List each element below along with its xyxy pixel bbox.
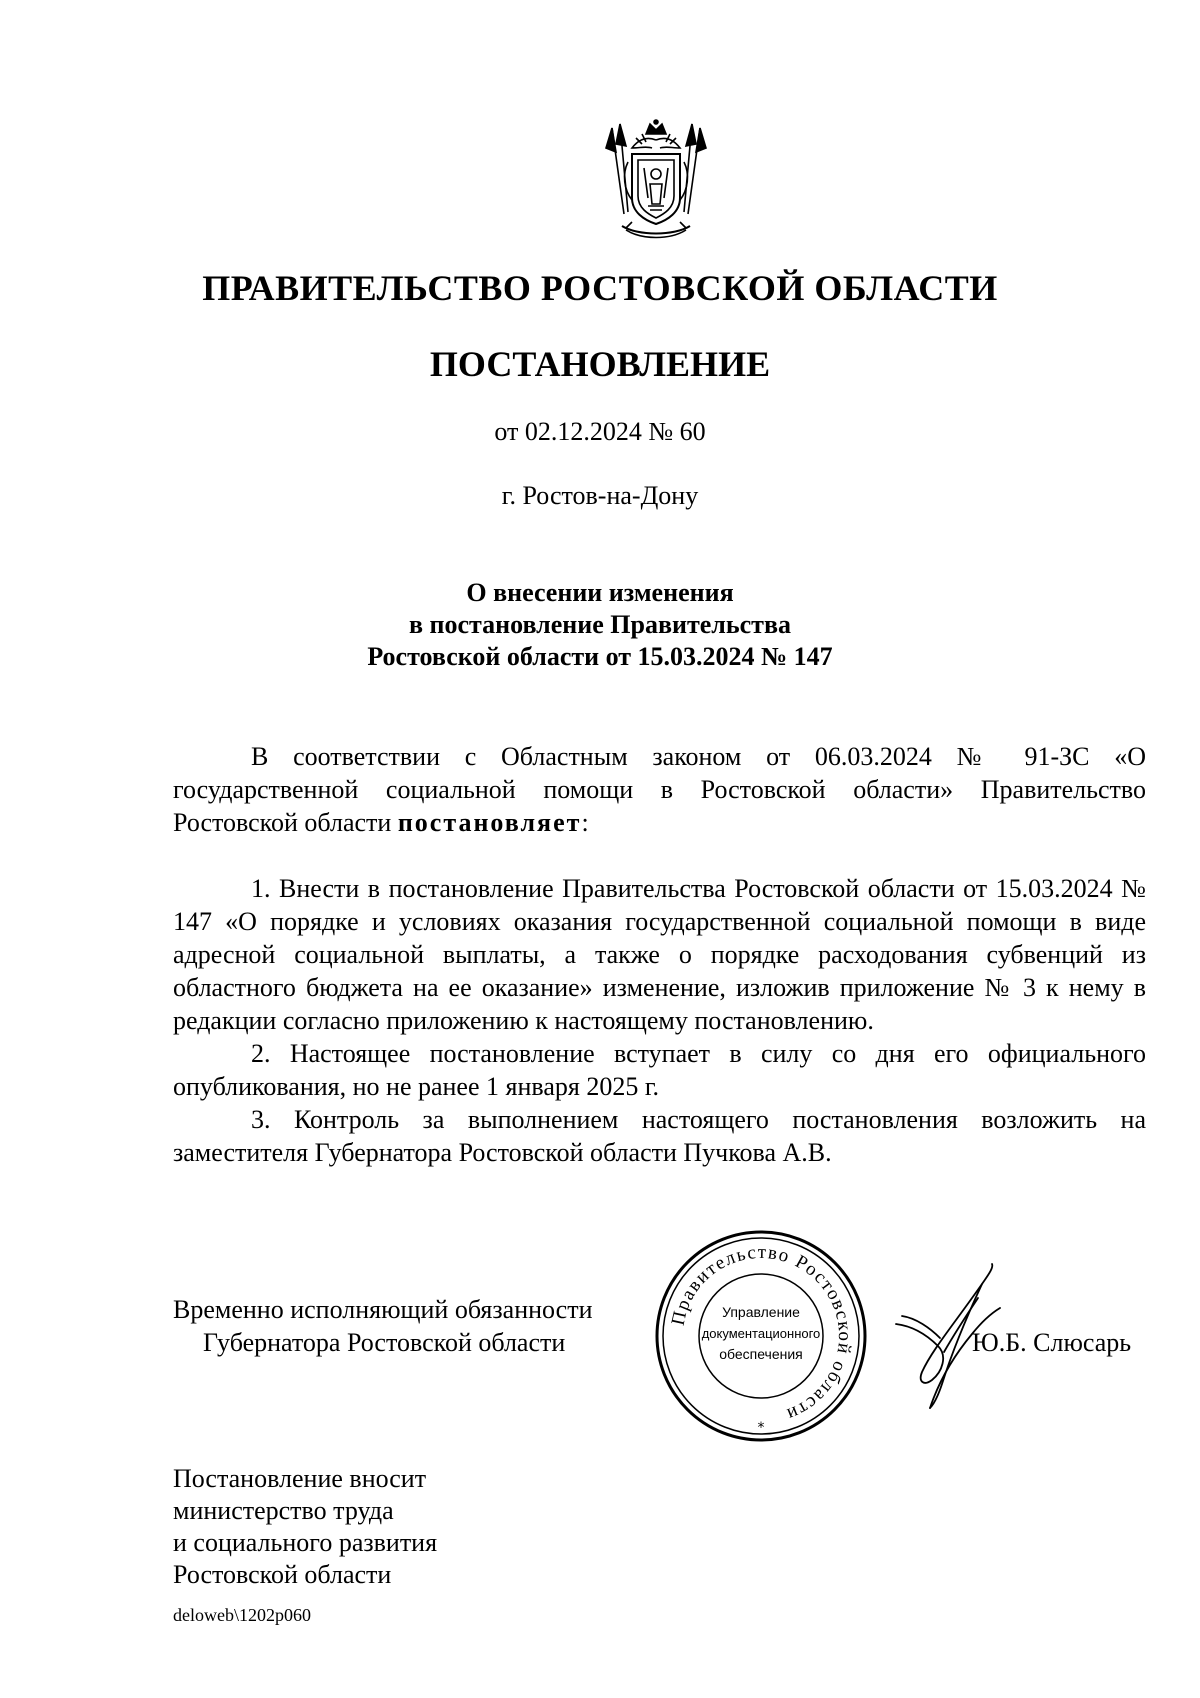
preamble-text: В соответствии с Областным законом от 06.03.2024 № 91-ЗС «О государственной социальной помощи в Ростовской области» Правительство Ростовской области	[173, 742, 1146, 837]
stamp-center-line: Управление	[722, 1304, 800, 1320]
doc-subject	[0, 577, 1200, 673]
position-line: Временно исполняющий обязанности	[173, 1295, 593, 1324]
footer-note	[173, 1463, 437, 1591]
preamble-keyword: постановляет	[397, 808, 582, 837]
doc-type-heading: ПОСТАНОВЛЕНИЕ	[429, 344, 771, 384]
org-title: ПРАВИТЕЛЬСТВО РОСТОВСКОЙ ОБЛАСТИ	[202, 268, 998, 308]
doc-city: г. Ростов-на-Дону	[501, 481, 699, 510]
doc-code: deloweb\1202p060	[173, 1605, 311, 1625]
official-stamp	[651, 1226, 871, 1446]
preamble-end: :	[581, 808, 589, 837]
footer-line: и социального развития	[173, 1528, 438, 1557]
footer-line: Ростовской области	[173, 1560, 392, 1589]
stamp-center-line: обеспечения	[719, 1346, 803, 1362]
body-item-3: 3. Контроль за выполнением настоящего постановления возложить на заместителя Губернатора Ростовской области Пучкова А.В.	[173, 1105, 1146, 1167]
body-item-1: 1. Внести в постановление Правительства Ростовской области от 15.03.2024 № 147 «О порядке и условиях оказания государственной социальной помощи в виде адресной социальной выплаты, а также о порядке расходования субвенций из областного бюджета на ее оказание» изменение, изложив приложение № 3 к нему в редакции согласно приложению к настоящему постановлению.	[173, 874, 1146, 1035]
footer-line: министерство труда	[173, 1496, 394, 1525]
body-item-2: 2. Настоящее постановление вступает в силу со дня его официального опубликования, но не ранее 1 января 2025 г.	[173, 1039, 1146, 1101]
stamp-star: *	[757, 1420, 765, 1436]
coat-of-arms-icon	[602, 118, 710, 242]
subject-line: Ростовской области от 15.03.2024 № 147	[367, 642, 833, 671]
position-line: Губернатора Ростовской области	[203, 1328, 566, 1357]
signatory-name: Ю.Б. Слюсарь	[972, 1328, 1132, 1357]
subject-line: О внесении изменения	[466, 578, 734, 607]
stamp-ring-path: Правительство Ростовской области	[667, 1241, 856, 1426]
doc-date-number: от 02.12.2024 № 60	[494, 417, 706, 446]
signatory-position	[173, 1293, 633, 1359]
stamp-center-line: документационного	[701, 1326, 821, 1341]
preamble-paragraph	[173, 740, 1146, 839]
footer-line: Постановление вносит	[173, 1464, 427, 1493]
doc-body	[173, 740, 1146, 1169]
subject-line: в постановление Правительства	[408, 610, 791, 639]
